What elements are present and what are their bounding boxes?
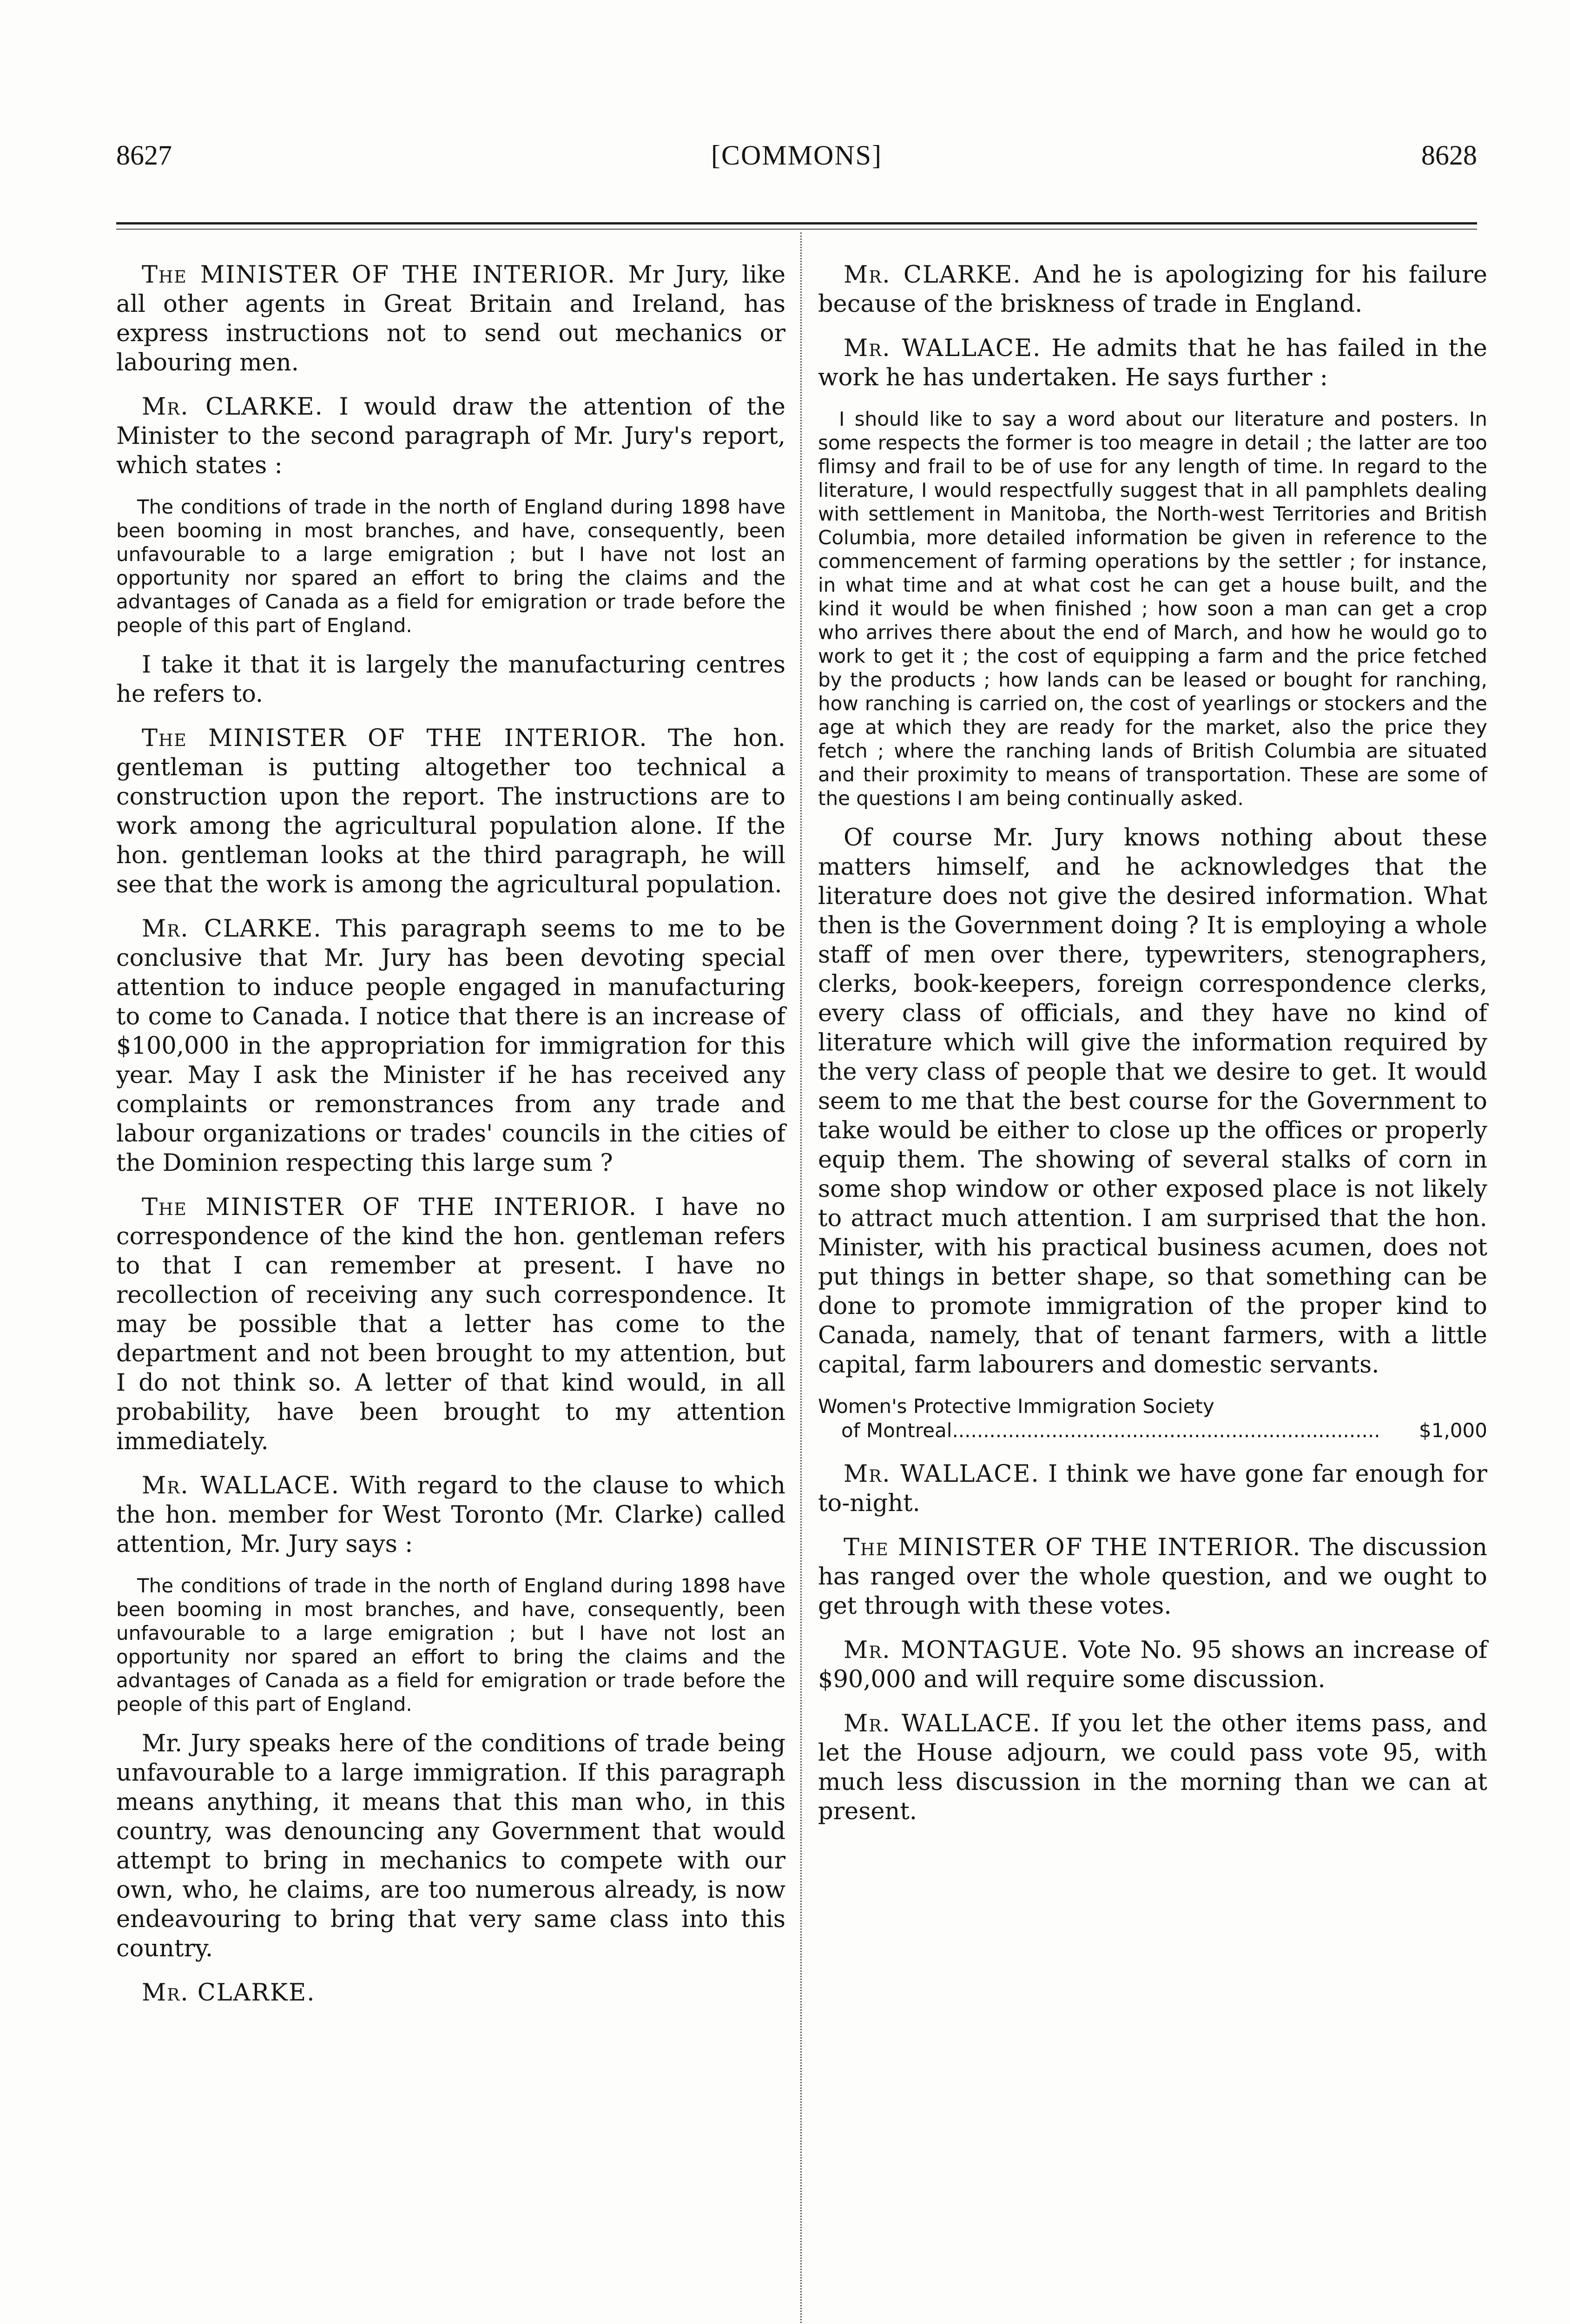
leader-dots: ..................................................................... bbox=[952, 1419, 1380, 1442]
page-number-left: 8627 bbox=[116, 140, 172, 171]
speaker-name: Mr. WALLACE. bbox=[844, 1460, 1040, 1488]
speech-paragraph bbox=[818, 334, 1487, 392]
speech-text: With regard to the clause to which the hon. member for West Toronto (Mr. Clarke) called attention, Mr. Jury says : bbox=[116, 1472, 785, 1558]
speech-text: Mr Jury, like all other agents in Great Britain and Ireland, has express instructions not to send out mechanics or labouring men. bbox=[116, 261, 785, 376]
speech-paragraph bbox=[818, 1636, 1487, 1694]
page-header bbox=[116, 139, 1477, 191]
speaker-name: The MINISTER OF THE INTERIOR. bbox=[142, 1194, 638, 1221]
speaker-name: Mr. WALLACE. bbox=[142, 1472, 340, 1499]
right-column bbox=[818, 260, 1487, 1841]
speech-text: This paragraph seems to me to be conclusive that Mr. Jury has been devoting special attention to induce people engaged in manufacturing to come to Canada. I notice that there is an increase of $100,000 in the appropriation for immigration for this year. May I ask the Minister if he has received any complaints or remonstrances from any trade and labour organizations or trades' councils in the cities of the Dominion respecting this large sum ? bbox=[116, 915, 785, 1177]
header-rule bbox=[116, 222, 1477, 224]
speaker-name: Mr. CLARKE. bbox=[142, 1979, 316, 2007]
speech-text: He admits that he has failed in the work he has undertaken. He says further : bbox=[818, 335, 1487, 391]
column-divider bbox=[800, 232, 802, 2324]
speaker-name: The MINISTER OF THE INTERIOR. bbox=[142, 261, 616, 289]
header-rule-thin bbox=[116, 229, 1477, 230]
right-column-bottom bbox=[818, 1459, 1487, 1826]
estimate-item bbox=[818, 1394, 1487, 1443]
speech-text: Vote No. 95 shows an increase of $90,000 and will require some discussion. bbox=[818, 1637, 1488, 1693]
speaker-name: Mr. CLARKE. bbox=[844, 261, 1022, 289]
speaker-name: Mr. CLARKE. bbox=[142, 393, 323, 421]
speech-text: I would draw the attention of the Minister to the second paragraph of Mr. Jury's report, which states : bbox=[116, 393, 785, 479]
speech-text: If you let the other items pass, and let the House adjourn, we could pass vote 95, with much less discussion in the morning than we can at present. bbox=[818, 1710, 1487, 1825]
speech-text: I take it that it is largely the manufacturing centres he refers to. bbox=[116, 651, 785, 708]
speaker-name: The MINISTER OF THE INTERIOR. bbox=[844, 1534, 1301, 1561]
quoted-passage: The conditions of trade in the north of England during 1898 have been booming in most branches, and have, consequently, been unfavourable to a large emigration ; but I have not lost an opportunity nor spared an effort to bring the claims and the advantages of Canada as a field for emigration or trade before the people of this part of England. bbox=[116, 1574, 785, 1716]
estimate-item-name: Women's Protective Immigration Society bbox=[818, 1395, 1214, 1418]
page-number-right: 8628 bbox=[1421, 140, 1477, 171]
speech-text: The hon. gentleman is putting altogether too technical a construction upon the report. The instructions are to work among the agricultural population alone. If the hon. gentleman looks at the third paragraph, he will see that the work is among the agricultural population. bbox=[116, 725, 785, 898]
speech-paragraph bbox=[818, 823, 1487, 1380]
speech-paragraph bbox=[818, 1533, 1487, 1621]
speech-paragraph bbox=[116, 650, 785, 709]
speech-paragraph bbox=[818, 260, 1487, 319]
speech-text: I think we have gone far enough for to-night. bbox=[818, 1460, 1487, 1517]
speech-paragraph bbox=[116, 914, 785, 1178]
speech-paragraph bbox=[116, 1471, 785, 1559]
speech-paragraph bbox=[116, 1193, 785, 1456]
speaker-name: The MINISTER OF THE INTERIOR. bbox=[142, 725, 648, 752]
quoted-passage: I should like to say a word about our literature and posters. In some respects the former is too meagre in detail ; the latter are too flimsy and frail to be of use for any length of time. In regard to the literature, I would respectfully suggest that in all pamphlets dealing with settlement in Manitoba, the North-west Territories and British Columbia, more detailed information be given in reference to the commencement of farming operations by the settler ; for instance, in what time and at what cost he can get a house built, and the kind it would be when finished ; how soon a man can get a crop who arrives there about the end of March, and how he would go to work to get it ; the cost of equipping a farm and the price fetched by the products ; how lands can be leased or bought for ranching, how ranching is carried on, the cost of yearlings or stockers and the age at which they are ready for the market, also the price they fetch ; where the ranching lands of British Columbia are situated and their proximity to means of transportation. These are some of the questions I am being continually asked. bbox=[818, 408, 1487, 810]
estimate-item-amount: $1,000 bbox=[1419, 1419, 1487, 1442]
speech-paragraph bbox=[116, 392, 785, 480]
speaker-name: Mr. WALLACE. bbox=[844, 1710, 1041, 1737]
speech-paragraph bbox=[116, 1729, 785, 1963]
speech-text: The discussion has ranged over the whole question, and we ought to get through with these votes. bbox=[818, 1534, 1487, 1620]
speech-text: And he is apologizing for his failure because of the briskness of trade in England. bbox=[818, 261, 1487, 318]
speech-paragraph bbox=[116, 260, 785, 377]
estimate-item-name-cont: of Montreal bbox=[841, 1419, 952, 1442]
speech-paragraph bbox=[818, 1709, 1487, 1826]
speech-text: I have no correspondence of the kind the hon. gentleman refers to that I can remember at present. I have no recollection of receiving any such correspondence. It may be possible that a letter has come to the department and not been brought to my attention, but I do not think so. A letter of that kind would, in all probability, have been brought to my attention immediately. bbox=[116, 1194, 785, 1455]
left-column bbox=[116, 260, 785, 2007]
speech-text: Mr. Jury speaks here of the conditions of trade being unfavourable to a large immigration. If this paragraph means anything, it means that this man who, in this country, was denouncing any Government that would attempt to bring in mechanics to compete with our own, who, he claims, are too numerous already, is now endeavouring to bring that very same class into this country. bbox=[116, 1730, 785, 1962]
right-column-top bbox=[818, 260, 1487, 1380]
speech-paragraph bbox=[116, 724, 785, 899]
speech-paragraph bbox=[818, 1459, 1487, 1518]
speaker-name: Mr. WALLACE. bbox=[844, 335, 1042, 362]
speaker-name: Mr. CLARKE. bbox=[142, 915, 322, 943]
speaker-name: Mr. MONTAGUE. bbox=[844, 1637, 1069, 1664]
speech-text: Of course Mr. Jury knows nothing about these matters himself, and he acknowledges that the literature does not give the desired information. What then is the Government doing ? It is employing a whole staff of men over there, typewriters, stenographers, clerks, book-keepers, foreign correspondence clerks, every class of officials, and they have no kind of literature which will give the information required by the very class of people that we desire to get. It would seem to me that the best course for the Government to take would be either to close up the offices or properly equip them. The showing of several stalks of corn in some shop window or other exposed place is not likely to attract much attention. I am surprised that the hon. Minister, with his practical business acumen, does not put things in better shape, so that something can be done to promote immigration of the proper kind to Canada, namely, that of tenant farmers, with a little capital, farm labourers and domestic servants. bbox=[818, 824, 1487, 1379]
page-title: [COMMONS] bbox=[711, 140, 883, 171]
quoted-passage: The conditions of trade in the north of England during 1898 have been booming in most branches, and have, consequently, been unfavourable to a large emigration ; but I have not lost an opportunity nor spared an effort to bring the claims and the advantages of Canada as a field for emigration or trade before the people of this part of England. bbox=[116, 495, 785, 637]
